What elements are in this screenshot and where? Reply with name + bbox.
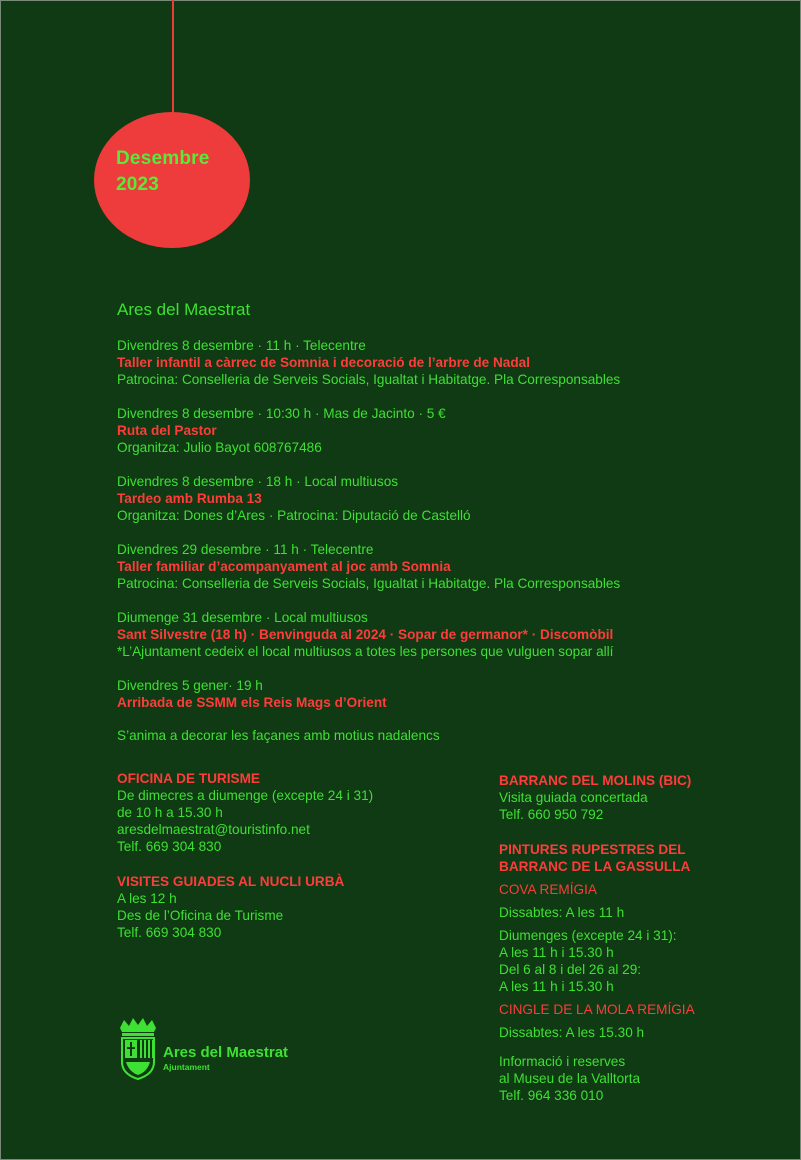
info-line: al Museu de la Valltorta — [499, 1071, 641, 1086]
event-item — [117, 541, 757, 592]
tourism-office-phone: Telf. 669 304 830 — [117, 839, 222, 854]
year-label: 2023 — [116, 174, 160, 195]
event-note: *L’Ajuntament cedeix el local multiusos a totes les persones que vulguen sopar allí — [117, 644, 614, 659]
info-right-column — [499, 772, 779, 1104]
pintures-heading-2: BARRANC DE LA GASSULLA — [499, 859, 691, 874]
barranc-molins-phone: Telf. 660 950 792 — [499, 807, 604, 822]
event-item — [117, 677, 757, 711]
event-meta: Divendres 8 desembre · 11 h · Telecentre — [117, 338, 366, 353]
tourism-office-time: de 10 h a 15.30 h — [117, 805, 223, 820]
logo-sub: Ajuntament — [163, 1062, 210, 1072]
event-note: Patrocina: Conselleria de Serveis Socials, Igualtat i Habitatge. Pla Corresponsables — [117, 576, 621, 591]
cova-remigia-title: COVA REMÍGIA — [499, 882, 597, 897]
event-meta: Divendres 5 gener· 19 h — [117, 678, 263, 693]
cova-line: A les 11 h i 15.30 h — [499, 979, 614, 994]
event-note: Patrocina: Conselleria de Serveis Socials, Igualtat i Habitatge. Pla Corresponsables — [117, 372, 621, 387]
cova-line: A les 11 h i 15.30 h — [499, 945, 614, 960]
cova-line: Dissabtes: A les 11 h — [499, 905, 625, 920]
event-note: Organitza: Julio Bayot 608767486 — [117, 440, 322, 455]
barranc-molins-heading: BARRANC DEL MOLINS (BIC) — [499, 773, 692, 788]
guided-visits-heading: VISITES GUIADES AL NUCLI URBÀ — [117, 874, 345, 889]
cingle-mola-remigia-title: CINGLE DE LA MOLA REMÍGIA — [499, 1002, 695, 1017]
event-note: Organitza: Dones d’Ares · Patrocina: Diputació de Castelló — [117, 508, 471, 523]
cova-line: Diumenges (excepte 24 i 31): — [499, 928, 677, 943]
ornament-badge — [94, 112, 250, 248]
guided-visits-time: A les 12 h — [117, 891, 177, 906]
event-title: Sant Silvestre (18 h) · Benvinguda al 2024 · Sopar de germanor* · Discomòbil — [117, 627, 614, 642]
event-meta: Divendres 8 desembre · 10:30 h · Mas de Jacinto · 5 € — [117, 406, 446, 421]
event-item — [117, 405, 757, 456]
event-meta: Divendres 29 desembre · 11 h · Telecentre — [117, 542, 374, 557]
encourage-note: S’anima a decorar les façanes amb motius nadalencs — [117, 728, 440, 743]
cingle-line: Dissabtes: A les 15.30 h — [499, 1025, 645, 1040]
event-item — [117, 337, 757, 388]
guided-visits-start: Des de l’Oficina de Turisme — [117, 908, 284, 923]
cova-line: Del 6 al 8 i del 26 al 29: — [499, 962, 642, 977]
town-logo — [117, 1018, 337, 1084]
tourism-office-hours: De dimecres a diumenge (excepte 24 i 31) — [117, 788, 374, 803]
month-label: Desembre — [116, 148, 210, 169]
tourism-office-email[interactable]: aresdelmaestrat@touristinfo.net — [117, 822, 310, 837]
coat-of-arms-icon — [117, 1018, 159, 1080]
info-line: Informació i reserves — [499, 1054, 626, 1069]
event-title: Tardeo amb Rumba 13 — [117, 491, 262, 506]
event-item — [117, 609, 757, 660]
event-meta: Diumenge 31 desembre · Local multiusos — [117, 610, 368, 625]
event-list — [117, 337, 757, 743]
event-title: Arribada de SSMM els Reis Mags d’Orient — [117, 695, 387, 710]
event-title: Taller infantil a càrrec de Somnia i decoració de l’arbre de Nadal — [117, 355, 530, 370]
event-item — [117, 473, 757, 524]
tourism-office-heading: OFICINA DE TURISME — [117, 771, 260, 786]
info-line: Telf. 964 336 010 — [499, 1088, 604, 1103]
ornament-string — [172, 0, 174, 114]
guided-visits-phone: Telf. 669 304 830 — [117, 925, 222, 940]
town-title: Ares del Maestrat — [117, 300, 251, 319]
pintures-heading-1: PINTURES RUPESTRES DEL — [499, 842, 686, 857]
barranc-molins-visit: Visita guiada concertada — [499, 790, 648, 805]
info-left-column — [117, 770, 477, 941]
logo-name: Ares del Maestrat — [163, 1044, 289, 1061]
event-title: Ruta del Pastor — [117, 423, 217, 438]
event-meta: Divendres 8 desembre · 18 h · Local multiusos — [117, 474, 399, 489]
event-title: Taller familiar d’acompanyament al joc amb Somnia — [117, 559, 451, 574]
